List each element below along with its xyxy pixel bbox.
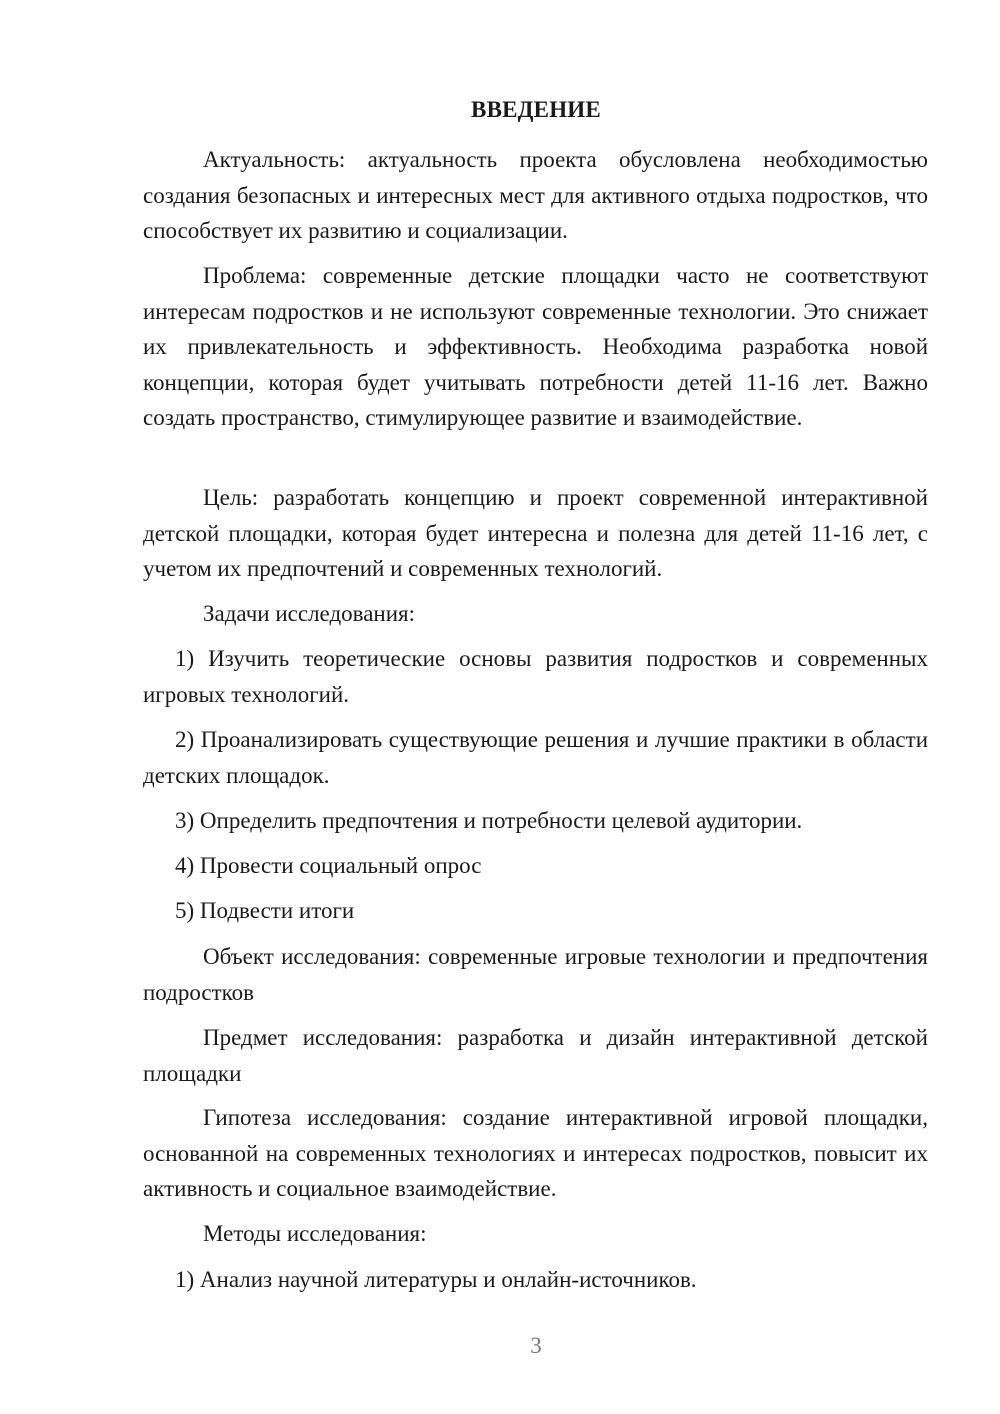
task-item: 3) Определить предпочтения и потребности целевой аудитории.: [175, 808, 803, 833]
page-title: ВВЕДЕНИЕ: [471, 97, 601, 122]
hypothesis-paragraph: Гипотеза исследования: создание интерактивной игровой площадки, основанной на современных технологиях и интересах подростков, повысит их активность и социальное взаимодействие.: [143, 1105, 928, 1201]
object-paragraph: Объект исследования: современные игровые технологии и предпочтения подростков: [143, 944, 928, 1005]
tasks-heading: Задачи исследования:: [203, 601, 416, 626]
methods-heading: Методы исследования:: [203, 1221, 427, 1246]
task-item: 5) Подвести итоги: [175, 898, 355, 923]
task-item: 4) Провести социальный опрос: [175, 853, 482, 878]
relevance-paragraph: Актуальность: актуальность проекта обусловлена необходимостью создания безопасных и интересных мест для активного отдыха подростков, что способствует их развитию и социализации.: [143, 147, 928, 243]
method-item: 1) Анализ научной литературы и онлайн-источников.: [175, 1267, 697, 1292]
goal-paragraph: Цель: разработать концепцию и проект современной интерактивной детской площадки, которая будет интересна и полезна для детей 11-16 лет, с учетом их предпочтений и современных технологий.: [143, 485, 928, 581]
task-item: 1) Изучить теоретические основы развития подростков и современных игровых технологий.: [143, 646, 928, 707]
page-number: 3: [530, 1333, 542, 1358]
subject-paragraph: Предмет исследования: разработка и дизайн интерактивной детской площадки: [143, 1025, 928, 1086]
problem-paragraph: Проблема: современные детские площадки часто не соответствуют интересам подростков и не используют современные технологии. Это снижает их привлекательность и эффективность. Необходима разработка новой концепции, которая будет учитывать потребности детей 11-16 лет. Важно создать пространство, стимулирующее развитие и взаимодействие.: [143, 263, 928, 430]
task-item: 2) Проанализировать существующие решения и лучшие практики в области детских площадок.: [143, 727, 928, 788]
